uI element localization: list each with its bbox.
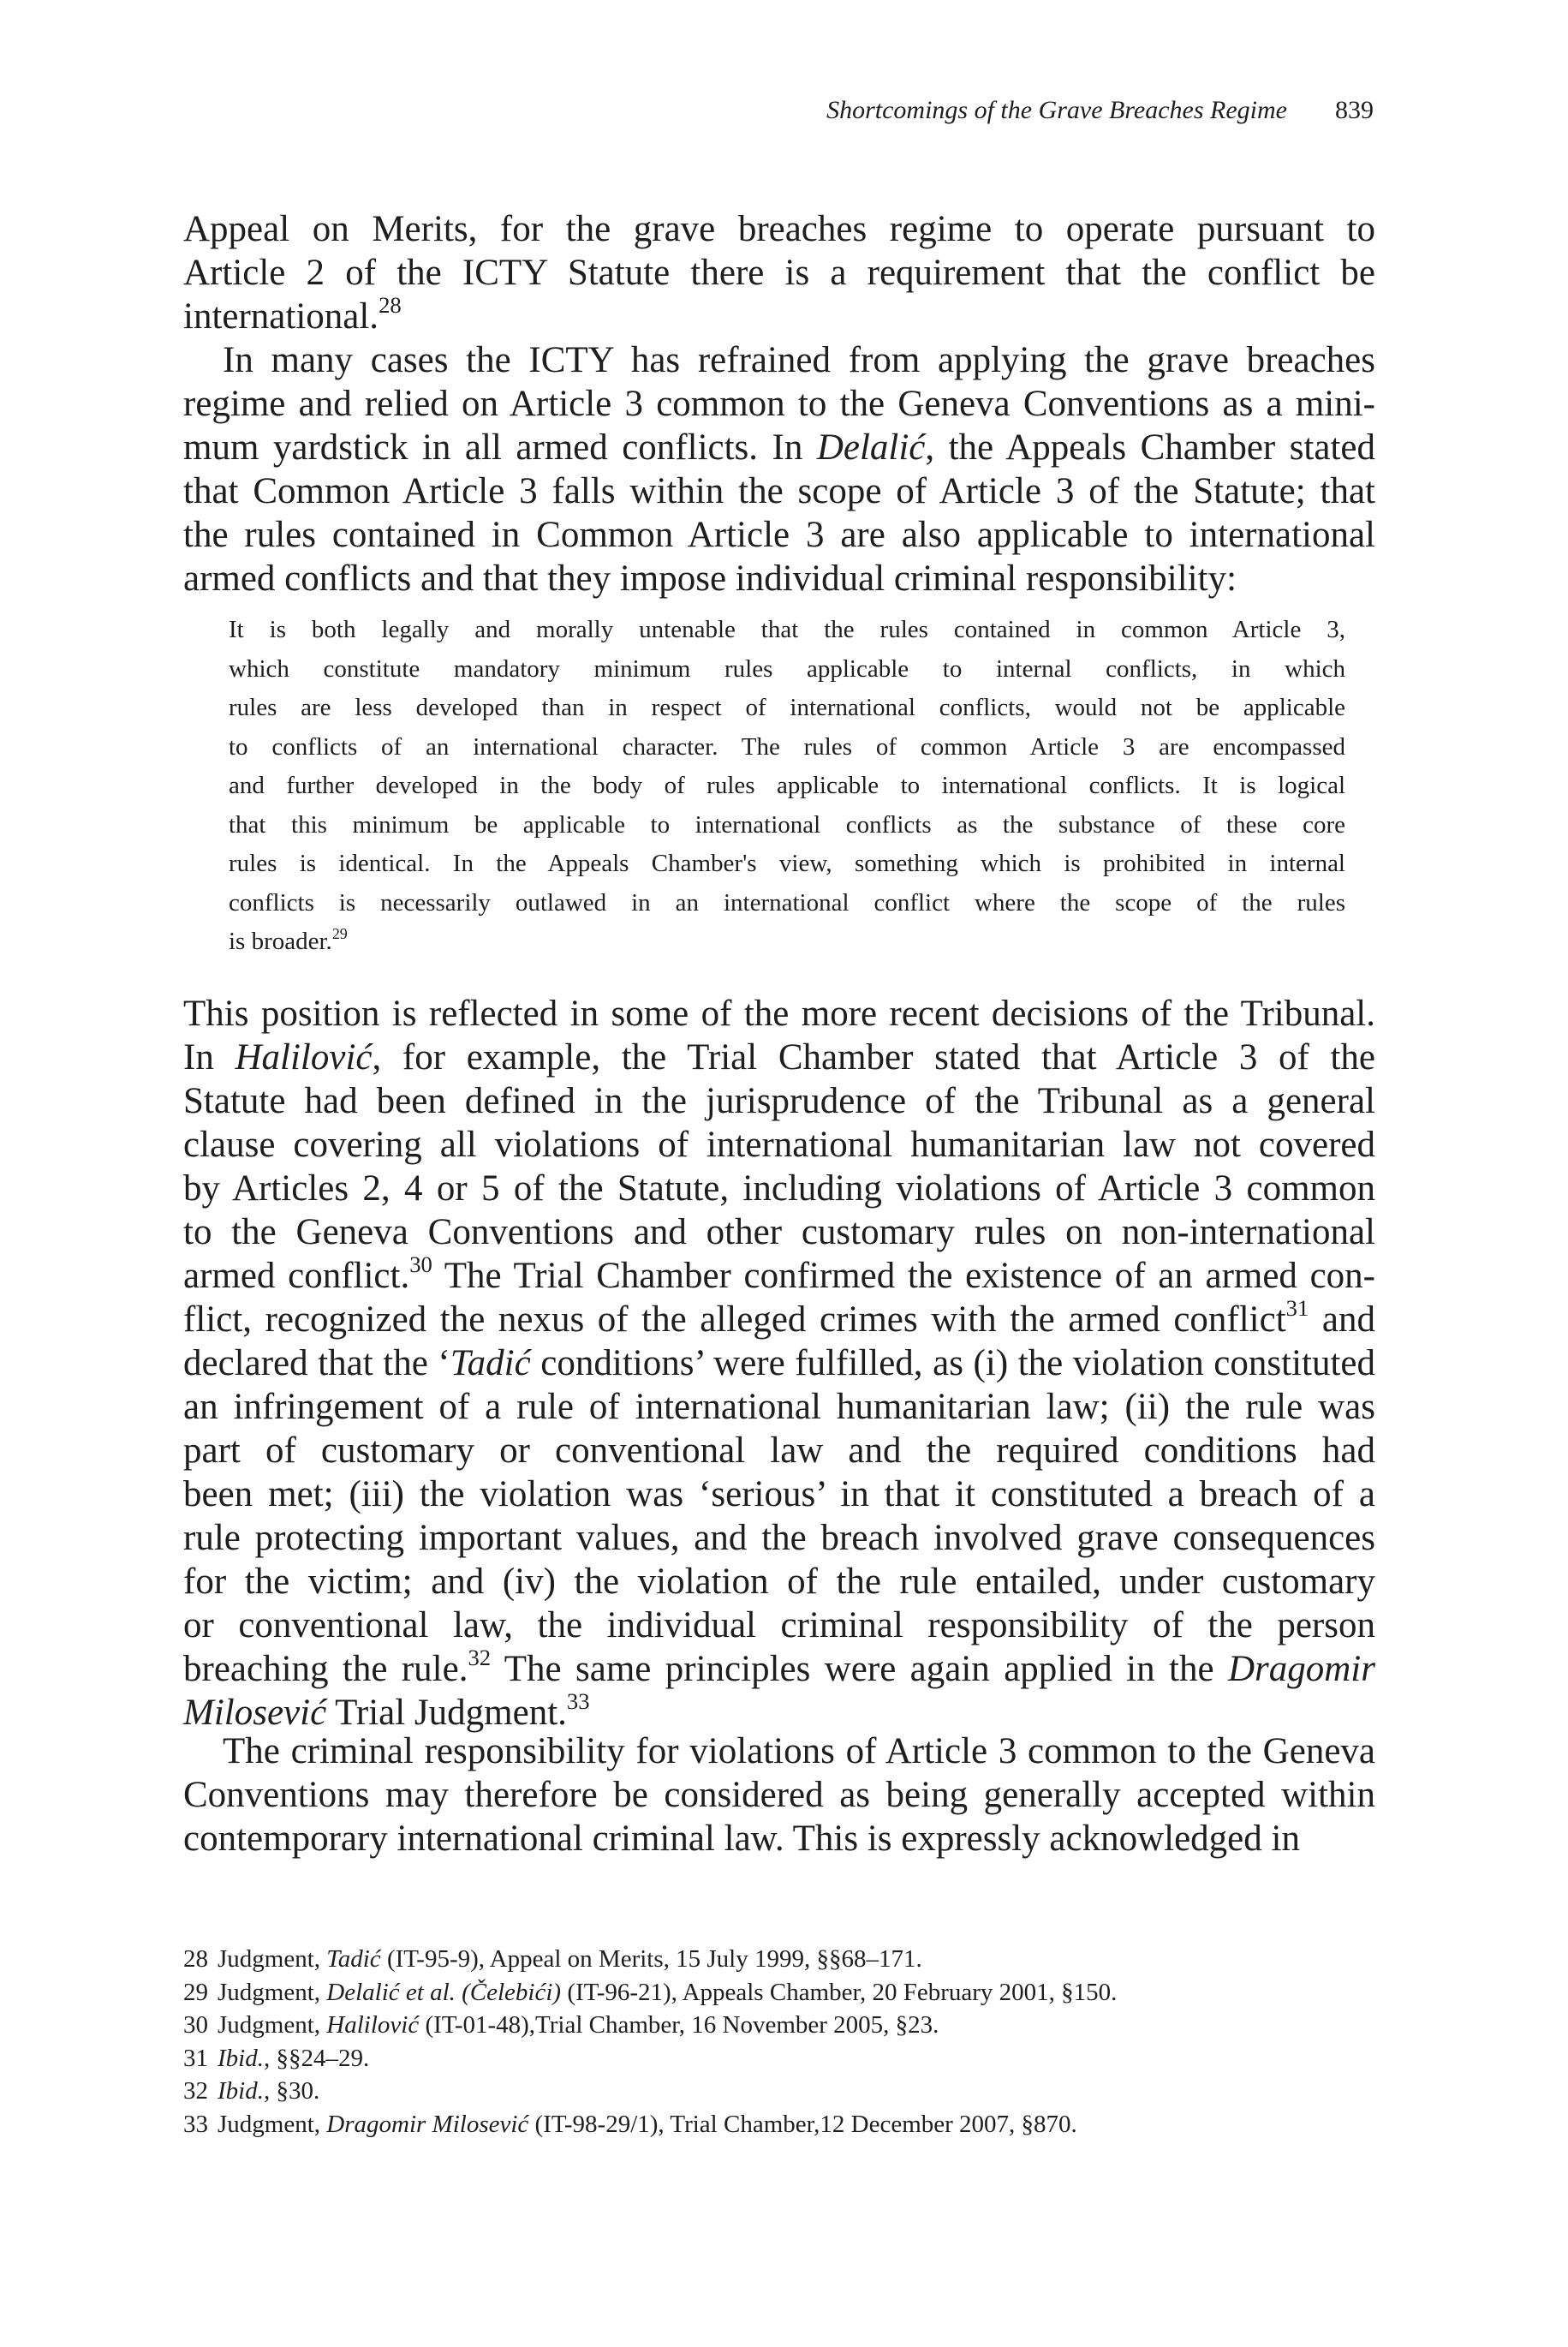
text-line: conflicts is necessarily outlawed in an international conflict where the scope of the rules [229,888,1345,917]
text-line: which constitute mandatory minimum rules applicable to internal conflicts, in which [229,654,1345,683]
text-line: rule protecting important values, and the breach involved grave consequences [183,1518,1375,1558]
text-line: breaching the rule.$^{32}$ The same principles were again applied in the Dragomir [183,1645,1375,1689]
body-paragraph [183,338,1375,600]
text-line: contemporary international criminal law. This is expressly acknowledged in [183,1818,1300,1859]
text-line: declared that the ‘Tadić conditions’ were fulfilled, as (i) the violation constituted [183,1343,1375,1383]
text-line: rules is identical. In the Appeals Chamber's view, something which is prohibited in internal [229,850,1345,877]
footnote-text: Ibid., §§24–29. [218,2044,370,2072]
footnote [183,2009,1375,2042]
text-line: to conflicts of an international character. The rules of common Article 3 are encompassed [229,732,1345,761]
text-line: the rules contained in Common Article 3 are also applicable to international [183,515,1375,555]
footnote-number: 32 [183,2077,208,2105]
running-head-title: Shortcomings of the Grave Breaches Regime [826,96,1287,124]
text-line: and further developed in the body of rules applicable to international conflicts. It is logical [229,772,1345,799]
text-line: clause covering all violations of international humanitarian law not covered [183,1125,1375,1165]
footnote-number: 28 [183,1945,208,1973]
footnote-text: Judgment, Dragomir Milosević (IT-98-29/1), Trial Chamber,12 December 2007, §870. [218,2110,1077,2138]
footnote [183,1943,1375,1976]
text-line: The criminal responsibility for violations of Article 3 common to the Geneva [223,1731,1375,1771]
text-line: part of customary or conventional law and the required conditions had [183,1430,1375,1471]
text-line: that Common Article 3 falls within the scope of Article 3 of the Statute; that [183,471,1375,511]
footnotes [183,1943,1375,2141]
text-line: Conventions may therefore be considered as being generally accepted within [183,1775,1375,1815]
body-paragraph [183,207,1375,338]
footnote-number: 31 [183,2044,208,2072]
text-line: been met; (iii) the violation was ‘serious’ in that it constituted a breach of a [183,1474,1375,1514]
text-line: by Articles 2, 4 or 5 of the Statute, including violations of Article 3 common [183,1168,1375,1209]
text-line: that this minimum be applicable to international conflicts as the substance of these core [229,810,1345,839]
text-line: Article 2 of the ICTY Statute there is a requirement that the conflict be [183,253,1375,293]
text-line: armed conflicts and that they impose individual criminal responsibility: [183,558,1237,599]
footnote-number: 33 [183,2110,208,2138]
text-line: armed conflict.$^{30}$ The Trial Chamber confirmed the existence of an armed con- [183,1251,1375,1296]
text-line: Statute had been defined in the jurisprudence of the Tribunal as a general [183,1081,1375,1121]
text-line: Appeal on Merits, for the grave breaches regime to operate pursuant to [183,209,1375,249]
text-line: an infringement of a rule of international humanitarian law; (ii) the rule was [183,1387,1375,1427]
text-line: flict, recognized the nexus of the alleged crimes with the armed conflict$^{31}$ and [183,1295,1375,1340]
text-line: mum yardstick in all armed conflicts. In Delalić, the Appeals Chamber stated [183,427,1376,468]
footnote-text: Judgment, Halilović (IT-01-48),Trial Chamber, 16 November 2005, §23. [218,2011,939,2039]
footnote-text: Ibid., §30. [218,2077,320,2105]
footnote-number: 29 [183,1978,208,2006]
text-line: or conventional law, the individual criminal responsibility of the person [183,1605,1375,1645]
footnote-text: Judgment, Delalić et al. (Čelebići) (IT-96-21), Appeals Chamber, 20 February 2001, §150. [218,1978,1118,2006]
text-line: In Halilović, for example, the Trial Chamber stated that Article 3 of the [183,1037,1376,1078]
text-line: for the victim; and (iv) the violation of the rule entailed, under customary [183,1562,1375,1602]
text-line: Milosević Trial Judgment.$^{33}$ [183,1688,590,1733]
text-line: This position is reflected in some of the more recent decisions of the Tribunal. [183,994,1375,1034]
text-line: It is both legally and morally untenable that the rules contained in common Article 3, [229,616,1345,643]
text-line: In many cases the ICTY has refrained from applying the grave breaches [223,340,1375,380]
block-quote [229,611,1345,962]
footnote [183,2108,1375,2141]
text-line: regime and relied on Article 3 common to the Geneva Conventions as a mini- [183,384,1375,424]
body-paragraph [183,1729,1375,1860]
footnote-text: Judgment, Tadić (IT-95-9), Appeal on Merits, 15 July 1999, §§68–171. [218,1945,922,1973]
text-line: rules are less developed than in respect of international conflicts, would not be applicable [229,694,1345,721]
footnote [183,1976,1375,2010]
footnote [183,2075,1375,2108]
text-line: is broader.$^{29}$ [229,924,348,955]
running-head [740,96,1374,147]
footnote [183,2042,1375,2075]
text-line: to the Geneva Conventions and other customary rules on non-international [183,1212,1375,1252]
body-paragraph [183,992,1375,1735]
footnote-number: 30 [183,2011,208,2039]
text-line: international.$^{28}$ [183,292,402,337]
page-number: 839 [1335,96,1374,124]
